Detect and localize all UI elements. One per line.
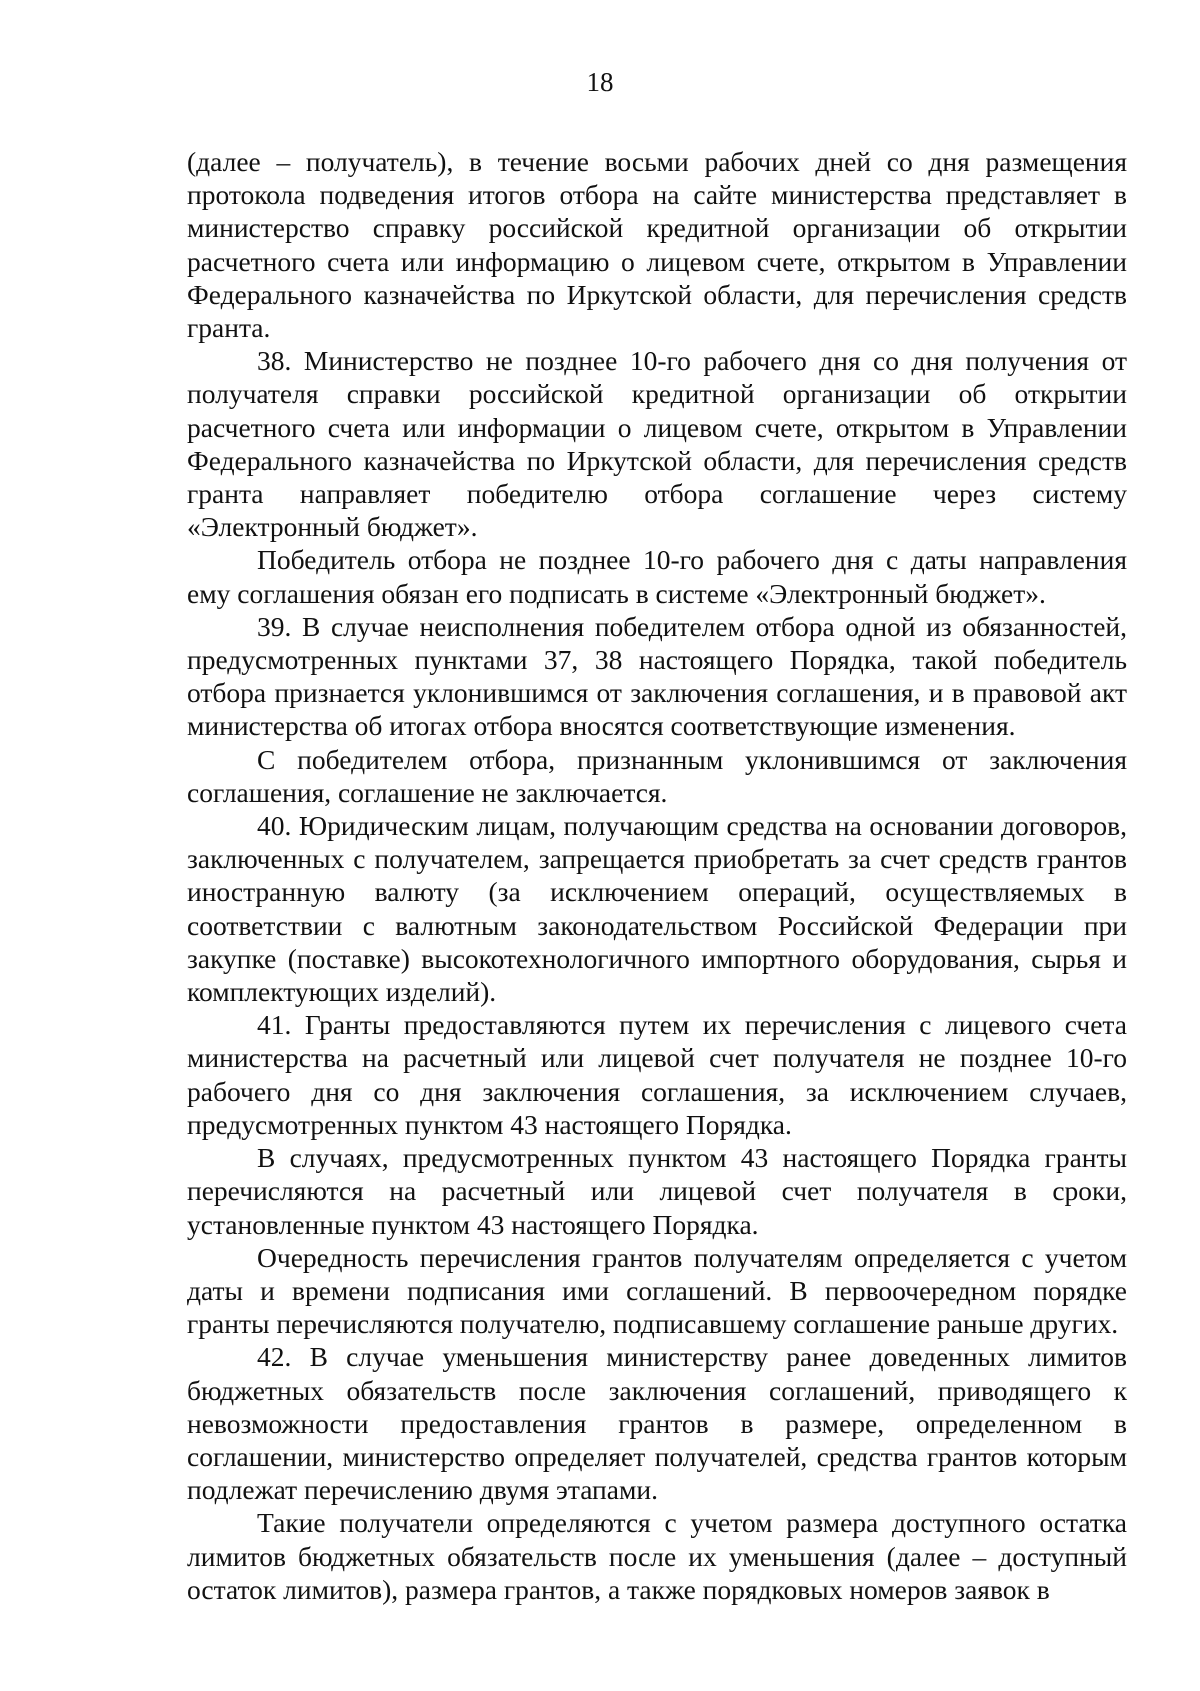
document-body xyxy=(187,145,1127,1606)
paragraph: Очередность перечисления грантов получателям определяется с учетом даты и времени подписания ими соглашений. В первоочередном порядке гранты перечисляются получателю, подписавшему соглашение раньше других. xyxy=(187,1241,1127,1340)
paragraph: 41. Гранты предоставляются путем их перечисления с лицевого счета министерства на расчетный или лицевой счет получателя не позднее 10-го рабочего дня со дня заключения соглашения, за исключением случаев, предусмотренных пунктом 43 настоящего Порядка. xyxy=(187,1009,1127,1140)
paragraph: 38. Министерство не позднее 10-го рабочего дня со дня получения от получателя справки российской кредитной организации об открытии расчетного счета или информации о лицевом счете, открытом в Управлении Федерального казначейства по Иркутской области, для перечисления средств гранта направляет победителю отбора соглашение через систему «Электронный бюджет». xyxy=(187,345,1127,543)
paragraph: 42. В случае уменьшения министерству ранее доведенных лимитов бюджетных обязательств после заключения соглашений, приводящего к невозможности предоставления грантов в размере, определенном в соглашении, министерство определяет получателей, средства грантов которым подлежат перечислению двумя этапами. xyxy=(187,1341,1127,1506)
paragraph: (далее – получатель), в течение восьми рабочих дней со дня размещения протокола подведения итогов отбора на сайте министерства представляет в министерство справку российской кредитной организации об открытии расчетного счета или информацию о лицевом счете, открытом в Управлении Федерального казначейства по Иркутской области, для перечисления средств гранта. xyxy=(187,146,1127,344)
page-number: 18 xyxy=(586,67,614,97)
paragraph: Такие получатели определяются с учетом размера доступного остатка лимитов бюджетных обязательств после их уменьшения (далее – доступный остаток лимитов), размера грантов, а также порядковых номеров заявок в xyxy=(187,1507,1127,1605)
paragraph: Победитель отбора не позднее 10-го рабочего дня с даты направления ему соглашения обязан его подписать в системе «Электронный бюджет». xyxy=(187,544,1127,609)
paragraph: 39. В случае неисполнения победителем отбора одной из обязанностей, предусмотренных пунктами 37, 38 настоящего Порядка, такой победитель отбора признается уклонившимся от заключения соглашения, и в правовой акт министерства об итогах отбора вносятся соответствующие изменения. xyxy=(187,610,1127,742)
paragraph: 40. Юридическим лицам, получающим средства на основании договоров, заключенных с получателем, запрещается приобретать за счет средств грантов иностранную валюту (за исключением операций, осуществляемых в соответствии с валютным законодательством Российской Федерации при закупке (поставке) высокотехнологичного импортного оборудования, сырья и комплектующих изделий). xyxy=(187,810,1127,1008)
paragraph: С победителем отбора, признанным уклонившимся от заключения соглашения, соглашение не заключается. xyxy=(187,743,1127,808)
paragraph: В случаях, предусмотренных пунктом 43 настоящего Порядка гранты перечисляются на расчетный или лицевой счет получателя в сроки, установленные пунктом 43 настоящего Порядка. xyxy=(187,1142,1127,1240)
